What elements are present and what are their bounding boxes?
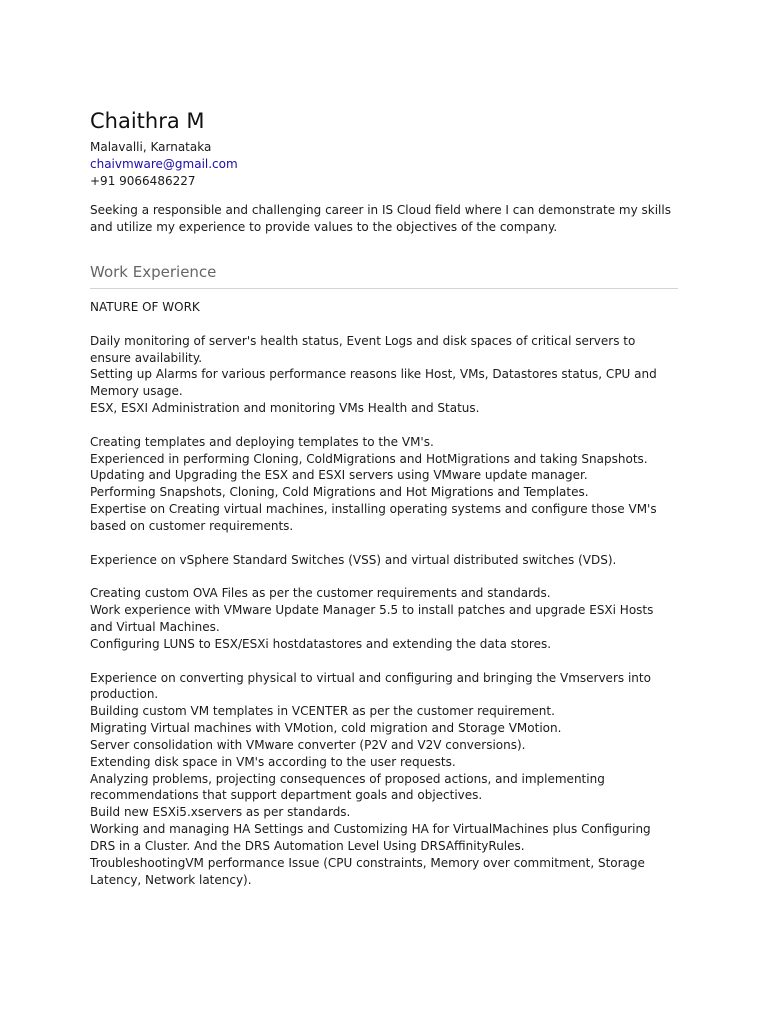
work-line: Configuring LUNS to ESX/ESXi hostdatastores and extending the data stores. bbox=[90, 636, 552, 651]
contact-block bbox=[90, 139, 238, 190]
work-line: Building custom VM templates in VCENTER as per the customer requirement. bbox=[90, 704, 555, 719]
work-line: Setting up Alarms for various performance reasons like Host, VMs, Datastores status, CPU and Memory usage. bbox=[90, 367, 657, 399]
work-line: Migrating Virtual machines with VMotion, cold migration and Storage VMotion. bbox=[90, 721, 562, 736]
work-line: Working and managing HA Settings and Customizing HA for VirtualMachines plus Configuring DRS in a Cluster. And the DRS Automation Level Using DRSAffinityRules. bbox=[90, 822, 651, 853]
work-line: Extending disk space in VM's according to the user requests. bbox=[90, 754, 456, 769]
work-line: Analyzing problems, projecting consequences of proposed actions, and implementing recommendations that support department goals and objectives. bbox=[90, 771, 605, 803]
work-line: Build new ESXi5.xservers as per standards. bbox=[90, 805, 351, 820]
work-experience-body bbox=[90, 299, 678, 889]
location-text: Malavalli, Karnataka bbox=[90, 140, 212, 154]
paragraph-gap bbox=[90, 316, 678, 333]
work-line: Experience on converting physical to virtual and configuring and bringing the Vmservers into production. bbox=[90, 670, 651, 702]
paragraph-gap bbox=[90, 535, 678, 552]
candidate-name: Chaithra M bbox=[90, 109, 205, 133]
paragraph-gap bbox=[90, 569, 678, 586]
work-line: Expertise on Creating virtual machines, installing operating systems and configure those VM's based on customer requirements. bbox=[90, 502, 657, 533]
work-line: TroubleshootingVM performance Issue (CPU constraints, Memory over commitment, Storage Latency, Network latency). bbox=[90, 855, 645, 887]
email-link[interactable]: chaivmware@gmail.com bbox=[90, 157, 238, 171]
work-line: Experienced in performing Cloning, ColdMigrations and HotMigrations and taking Snapshots. bbox=[90, 451, 648, 466]
career-objective: Seeking a responsible and challenging career in IS Cloud field where I can demonstrate my skills and utilize my experience to provide values to the objectives of the company. bbox=[90, 203, 671, 234]
work-line: Server consolidation with VMware converter (P2V and V2V conversions). bbox=[90, 737, 526, 752]
section-divider bbox=[90, 288, 678, 289]
paragraph-gap bbox=[90, 653, 678, 670]
work-line: Creating templates and deploying templates to the VM's. bbox=[90, 434, 434, 449]
work-line: Creating custom OVA Files as per the customer requirements and standards. bbox=[90, 586, 551, 601]
work-line: Performing Snapshots, Cloning, Cold Migrations and Hot Migrations and Templates. bbox=[90, 485, 589, 500]
section-title-work-experience: Work Experience bbox=[90, 263, 217, 281]
work-line: Updating and Upgrading the ESX and ESXI servers using VMware update manager. bbox=[90, 468, 588, 483]
paragraph-gap bbox=[90, 417, 678, 434]
phone-text: +91 9066486227 bbox=[90, 174, 196, 188]
work-subheading: NATURE OF WORK bbox=[90, 300, 200, 314]
work-line: Experience on vSphere Standard Switches (VSS) and virtual distributed switches (VDS). bbox=[90, 552, 617, 567]
work-line: Daily monitoring of server's health status, Event Logs and disk spaces of critical servers to ensure availability. bbox=[90, 333, 636, 365]
work-line: Work experience with VMware Update Manager 5.5 to install patches and upgrade ESXi Hosts and Virtual Machines. bbox=[90, 603, 654, 635]
work-line: ESX, ESXI Administration and monitoring VMs Health and Status. bbox=[90, 401, 480, 416]
